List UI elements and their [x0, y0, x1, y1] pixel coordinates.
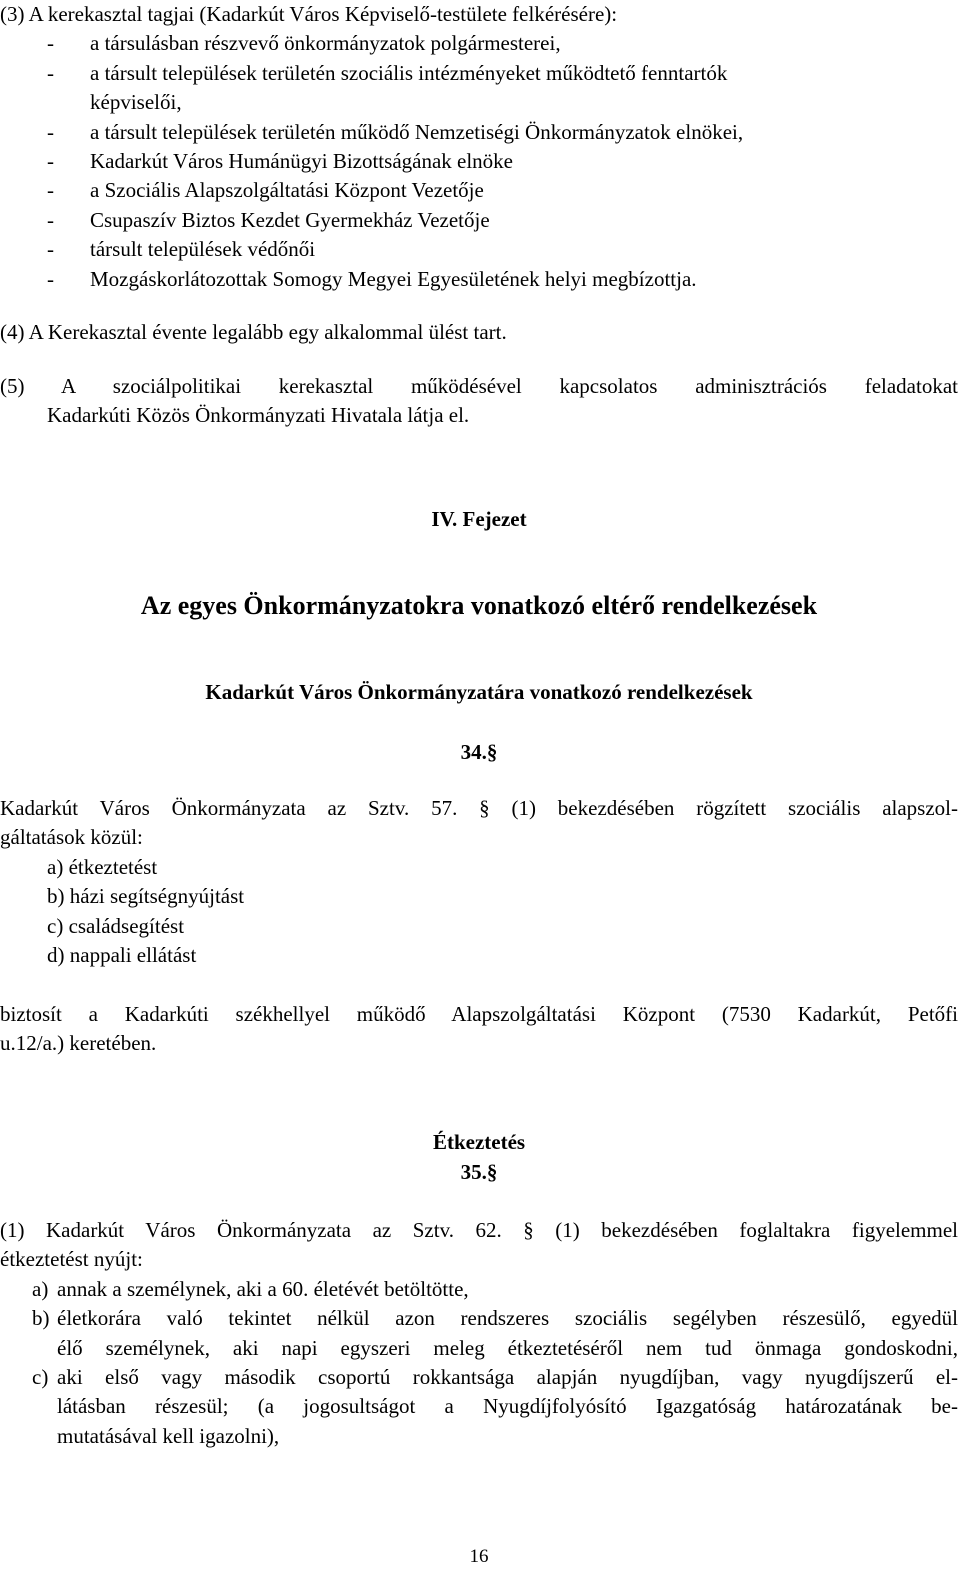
member-item-4: - Kadarkút Város Humánügyi Bizottságának elnöke: [47, 148, 514, 173]
eligibility-item-a: a) annak a személynek, aki a 60. életévét betöltötte,: [32, 1276, 469, 1301]
service-item-c: c) családsegítést: [47, 913, 185, 938]
paragraph-35-heading: 35.§: [460, 1160, 498, 1184]
service-item-d: d) nappali ellátást: [47, 943, 197, 968]
section-4-text: (4) A Kerekasztal évente legalább egy alkalommal ülést tart.: [0, 320, 507, 344]
member-item-1: - a társulásban részvevő önkormányzatok polgármesterei,: [47, 31, 561, 56]
section-3: [0, 0, 958, 294]
section-4: [0, 318, 958, 347]
section-5: [0, 372, 958, 431]
service-item-a: a) étkeztetést: [47, 854, 158, 879]
paragraph-34-line-2: gáltatások közül:: [0, 825, 143, 850]
member-item-8: - Mozgáskorlátozottak Somogy Megyei Egyesületének helyi megbízottja.: [47, 266, 697, 291]
paragraph-34-after-1: biztosít a Kadarkúti székhellyel működő Alapszolgáltatási Központ (7530 Kadarkút, Petőfi: [0, 1002, 958, 1026]
chapter-title: Az egyes Önkormányzatokra vonatkozó eltérő rendelkezések: [140, 591, 818, 620]
paragraph-35-line-1: (1) Kadarkút Város Önkormányzata az Sztv. 62. § (1) bekezdésében foglaltakra figyelemmel: [0, 1218, 958, 1242]
service-item-b: b) házi segítségnyújtást: [47, 884, 245, 909]
paragraph-34-heading: 34.§: [460, 740, 498, 764]
section-3-intro: (3) A kerekasztal tagjai (Kadarkút Város Képviselő-testülete felkérésére):: [0, 2, 618, 26]
paragraph-35: [0, 1216, 958, 1451]
member-item-6: - Csupaszív Biztos Kezdet Gyermekház Vezetője: [47, 207, 490, 232]
paragraph-34-line-1: Kadarkút Város Önkormányzata az Sztv. 57. § (1) bekezdésében rögzített szociális alapszol-: [0, 796, 958, 820]
chapter-number: IV. Fejezet: [431, 507, 527, 531]
page-number: 16: [469, 1546, 489, 1567]
member-item-3: - a társult települések területén működő Nemzetiségi Önkormányzatok elnökei,: [47, 119, 744, 144]
section-5-line-1: (5) A szociálpolitikai kerekasztal működésével kapcsolatos adminisztrációs feladatokat: [0, 374, 958, 398]
paragraph-35-line-2: étkeztetést nyújt:: [0, 1247, 143, 1272]
eligibility-item-b: b) életkorára való tekintet nélkül azon rendszeres szociális segélyben részesülő, egyedül élő személynek, aki napi egyszeri meleg étkeztetéséről nem tud önmaga gondoskodni,: [32, 1306, 958, 1360]
paragraph-34: [0, 794, 958, 970]
paragraph-35-title: Étkeztetés: [432, 1130, 526, 1154]
member-item-5: - a Szociális Alapszolgáltatási Központ Vezetője: [47, 178, 484, 203]
paragraph-34-after-2: u.12/a.) keretében.: [0, 1031, 157, 1056]
member-item-7: - társult települések védőnői: [47, 237, 316, 262]
paragraph-34-closing: [0, 1000, 958, 1059]
member-item-2: - a társult települések területén szociális intézményeket működtető fenntartók: [47, 60, 728, 85]
eligibility-item-c: c) aki első vagy második csoportú rokkantsága alapján nyugdíjban, vagy nyugdíjszerű el- látásban részesül; (a jogosultságot a Nyugdíjfolyósító Igazgatóság határozatának be- mutatásával kell igazolni),: [32, 1365, 958, 1448]
section-5-line-2: Kadarkúti Közös Önkormányzati Hivatala látja el.: [47, 403, 470, 428]
section-sign-icon: §: [486, 740, 498, 764]
chapter-subtitle: Kadarkút Város Önkormányzatára vonatkozó rendelkezések: [205, 680, 753, 704]
member-item-2-continuation: képviselői,: [90, 90, 182, 115]
section-sign-icon: §: [486, 1160, 498, 1184]
